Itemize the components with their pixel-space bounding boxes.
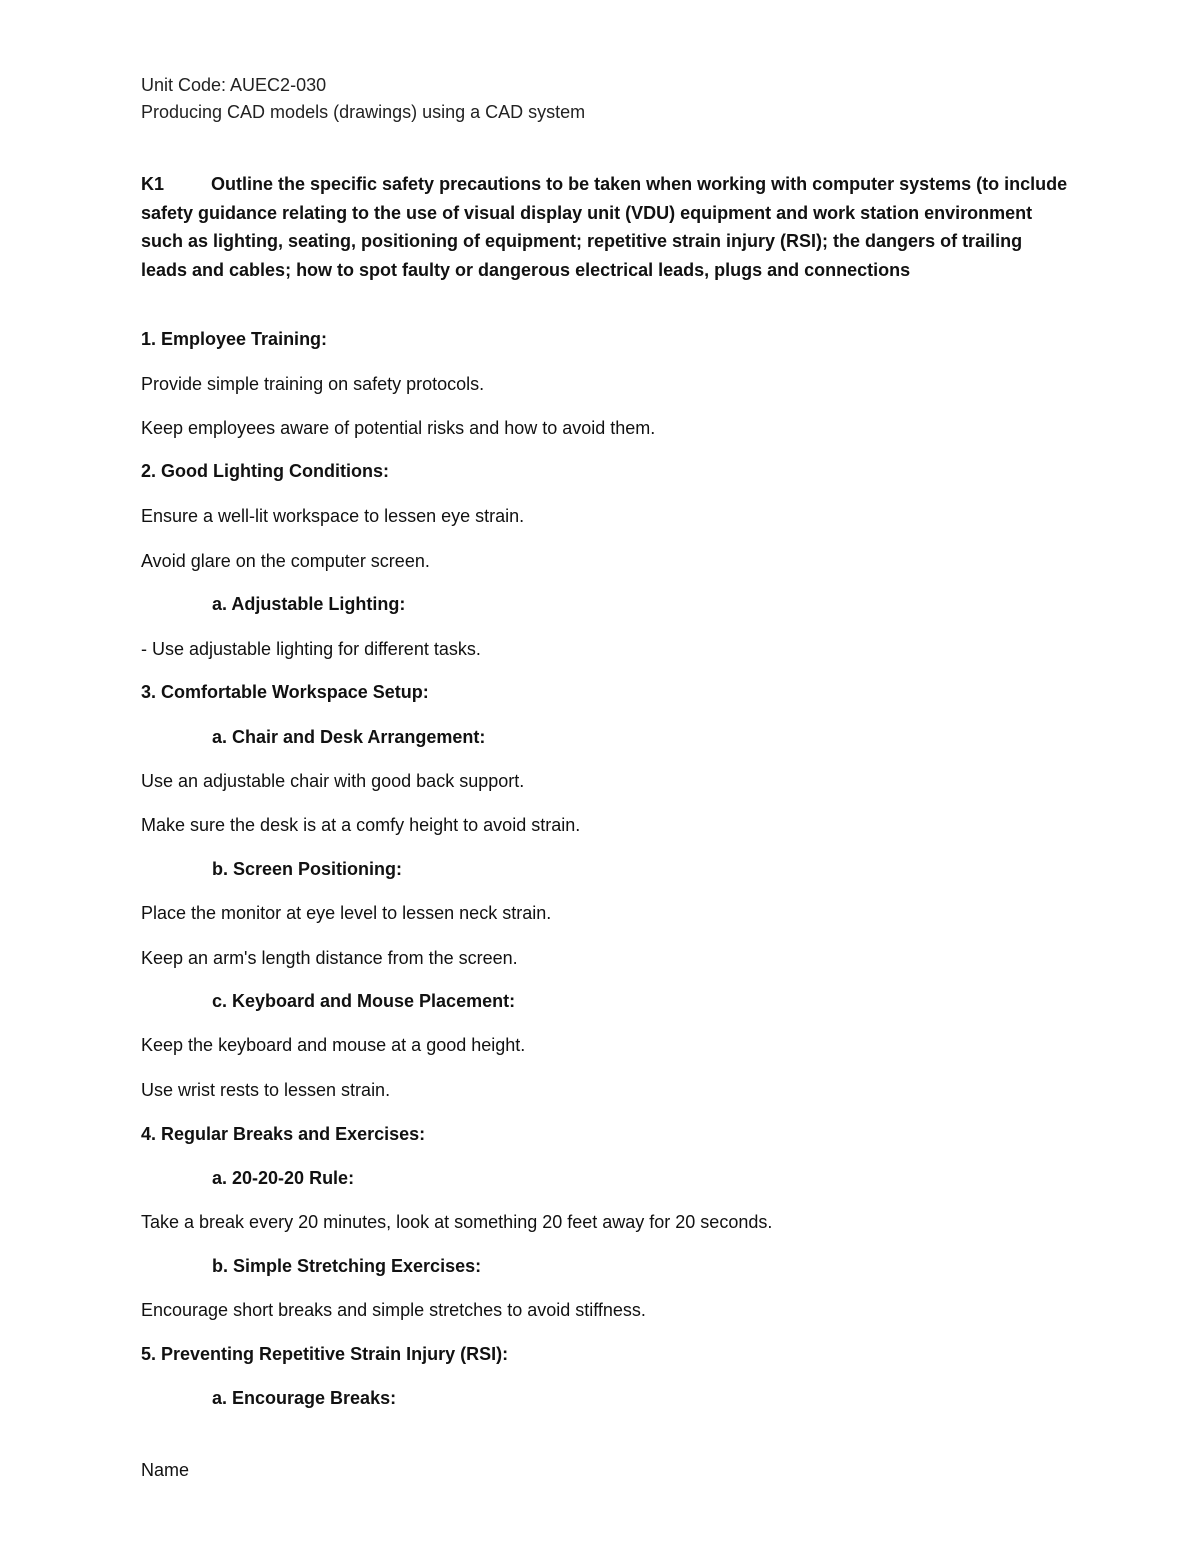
unit-title: Producing CAD models (drawings) using a CAD system <box>141 102 586 122</box>
subsection-heading: a. Adjustable Lighting: <box>212 594 406 614</box>
paragraph: Keep the keyboard and mouse at a good height. <box>141 1035 526 1055</box>
paragraph: Ensure a well-lit workspace to lessen eye strain. <box>141 506 525 526</box>
section-1-heading: 1. Employee Training: <box>141 329 328 349</box>
section-2-heading: 2. Good Lighting Conditions: <box>141 461 389 481</box>
subsection-heading: b. Screen Positioning: <box>212 859 403 879</box>
paragraph: Use wrist rests to lessen strain. <box>141 1080 391 1100</box>
paragraph: Encourage short breaks and simple stretches to avoid stiffness. <box>141 1300 646 1320</box>
paragraph: - Use adjustable lighting for different tasks. <box>141 639 481 659</box>
subsection-heading: b. Simple Stretching Exercises: <box>212 1256 482 1276</box>
paragraph: Keep an arm's length distance from the screen. <box>141 948 518 968</box>
paragraph: Avoid glare on the computer screen. <box>141 551 430 571</box>
subsection-heading: c. Keyboard and Mouse Placement: <box>212 991 516 1011</box>
question-block <box>141 170 1071 284</box>
question-id: K1 <box>141 174 165 194</box>
paragraph: Use an adjustable chair with good back support. <box>141 771 525 791</box>
subsection-heading: a. Encourage Breaks: <box>212 1388 397 1408</box>
paragraph: Place the monitor at eye level to lessen neck strain. <box>141 903 552 923</box>
subsection-heading: a. Chair and Desk Arrangement: <box>212 727 486 747</box>
paragraph: Provide simple training on safety protocols. <box>141 374 485 394</box>
section-4-heading: 4. Regular Breaks and Exercises: <box>141 1124 426 1144</box>
subsection-heading: a. 20-20-20 Rule: <box>212 1168 355 1188</box>
section-5-heading: 5. Preventing Repetitive Strain Injury (RSI): <box>141 1344 509 1364</box>
question-text: Outline the specific safety precautions to be taken when working with computer systems (to include safety guidance relating to the use of visual display unit (VDU) equipment and work station environment such as lighting, seating, positioning of equipment; repetitive strain injury (RSI); the dangers of trailing leads and cables; how to spot faulty or dangerous electrical leads, plugs and connections <box>141 174 1068 280</box>
paragraph: Keep employees aware of potential risks and how to avoid them. <box>141 418 656 438</box>
unit-code: Unit Code: AUEC2-030 <box>141 75 327 95</box>
section-3-heading: 3. Comfortable Workspace Setup: <box>141 682 429 702</box>
paragraph: Take a break every 20 minutes, look at something 20 feet away for 20 seconds. <box>141 1212 773 1232</box>
paragraph: Make sure the desk is at a comfy height to avoid strain. <box>141 815 581 835</box>
footer-name-label: Name <box>141 1460 190 1480</box>
